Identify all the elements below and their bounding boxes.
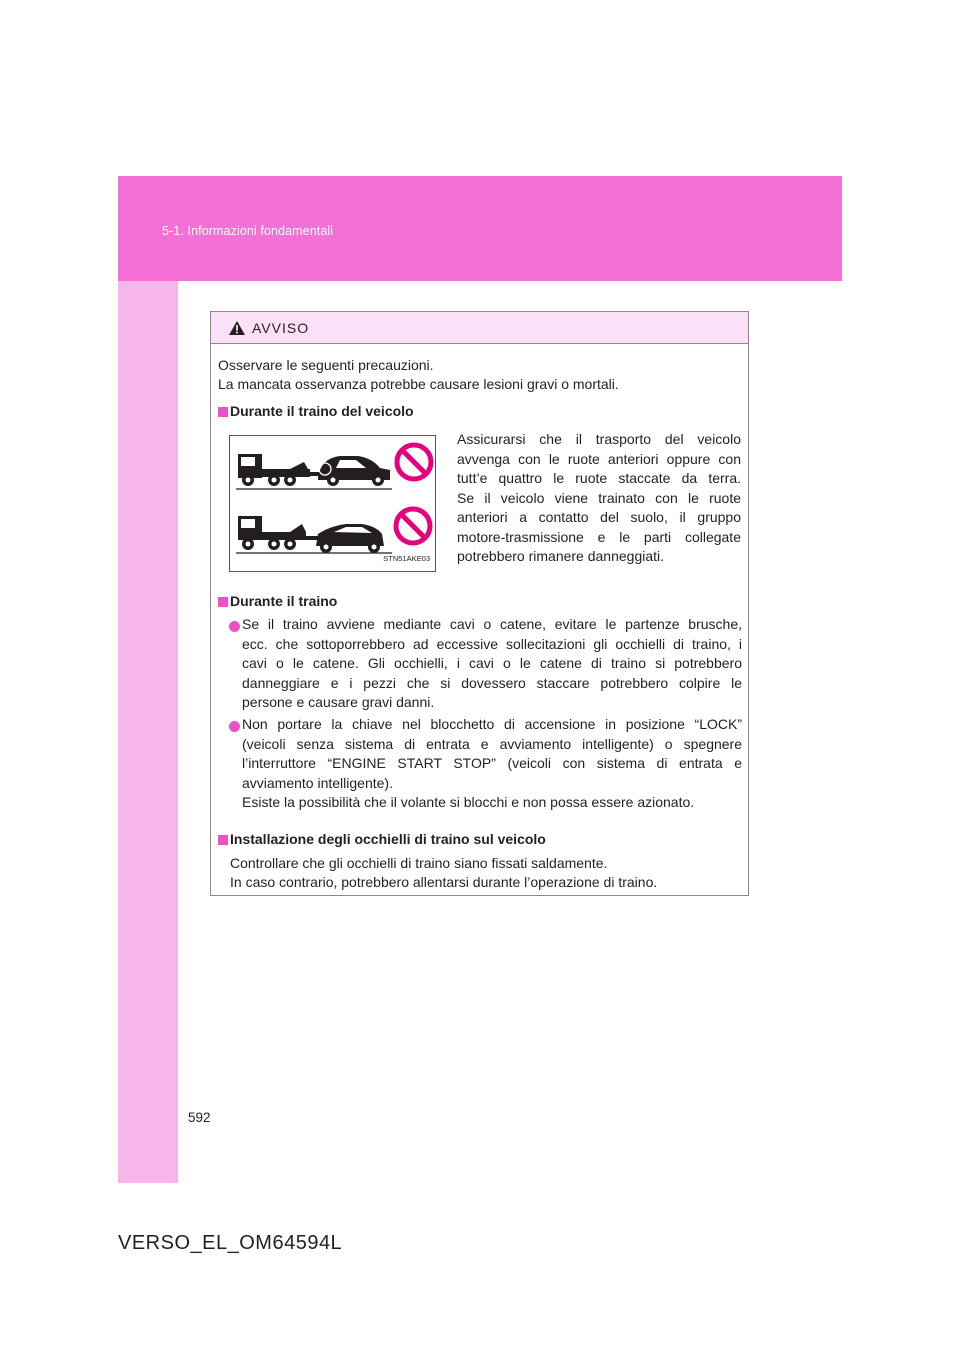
bullet-text (242, 715, 742, 813)
section-heading: Installazione degli occhielli di traino sul veicolo (230, 831, 546, 847)
figure-line: motore-trasmissione e le parti collegate (457, 528, 741, 545)
section-heading: Durante il traino (230, 593, 338, 609)
figure-line: Assicurarsi che il trasporto del veicolo (457, 431, 741, 447)
bullet-line: Se il traino avviene mediante cavi o catene, evitare le partenze brusche, (242, 616, 742, 632)
figure-line: anteriori a contatto del suolo, il gruppo (457, 509, 741, 525)
bullet-line: avviamento intelligente). (242, 774, 393, 791)
page-number: 592 (188, 1110, 211, 1125)
bullet-line: (veicoli senza sistema di entrata e avviamento intelligente) o spegnere (242, 735, 742, 752)
bullet-dot (229, 721, 240, 732)
warning-triangle-icon (228, 320, 246, 336)
figure-description (457, 430, 741, 567)
side-strip (118, 281, 178, 1183)
section-marker (218, 407, 228, 417)
bullet-line: ecc. che sottoporrebbero ad eccessive sollecitazioni gli occhielli di traino, i (242, 635, 742, 652)
section-line: In caso contrario, potrebbero allentarsi durante l’operazione di traino. (230, 874, 658, 890)
bullet-line: cavi o le catene. Gli occhielli, i cavi o le catene di traino si potrebbero (242, 655, 742, 671)
figure-line: potrebbero rimanere danneggiati. (457, 548, 665, 564)
section-marker (218, 835, 228, 845)
towing-illustration (229, 435, 436, 572)
bullet-dot (229, 621, 240, 632)
section-line: Controllare che gli occhielli di traino siano fissati saldamente. (230, 855, 608, 871)
bullet-line: danneggiare e i pezzi che si dovessero staccare potrebbero colpire le (242, 674, 742, 691)
section-marker (218, 597, 228, 607)
bullet-text (242, 615, 742, 713)
section-title: 5-1. Informazioni fondamentali (162, 224, 334, 238)
figure-line: tutt’e quattro le ruote staccate da terra. (457, 470, 741, 486)
section-heading: Durante il traino del veicolo (230, 403, 414, 419)
warning-title: AVVISO (252, 319, 310, 336)
figure-code: STN51AKE03 (383, 553, 430, 563)
intro-line-2: La mancata osservanza potrebbe causare lesioni gravi o mortali. (218, 376, 619, 392)
figure-line: avvenga con le ruote anteriori oppure con (457, 450, 741, 467)
warning-box (210, 311, 749, 896)
bullet-line: l’interruttore “ENGINE START STOP” (veicoli con sistema di entrata e (242, 755, 742, 771)
figure-line: Se il veicolo viene trainato con le ruote (457, 489, 741, 506)
bullet-line: Non portare la chiave nel blocchetto di accensione in posizione “LOCK” (242, 716, 742, 732)
document-code: VERSO_EL_OM64594L (118, 1232, 343, 1254)
warning-header (211, 312, 748, 344)
intro-line-1: Osservare le seguenti precauzioni. (218, 357, 434, 373)
bullet-line: persone e causare gravi danni. (242, 694, 435, 710)
bullet-line: Esiste la possibilità che il volante si blocchi e non possa essere azionato. (242, 794, 695, 810)
